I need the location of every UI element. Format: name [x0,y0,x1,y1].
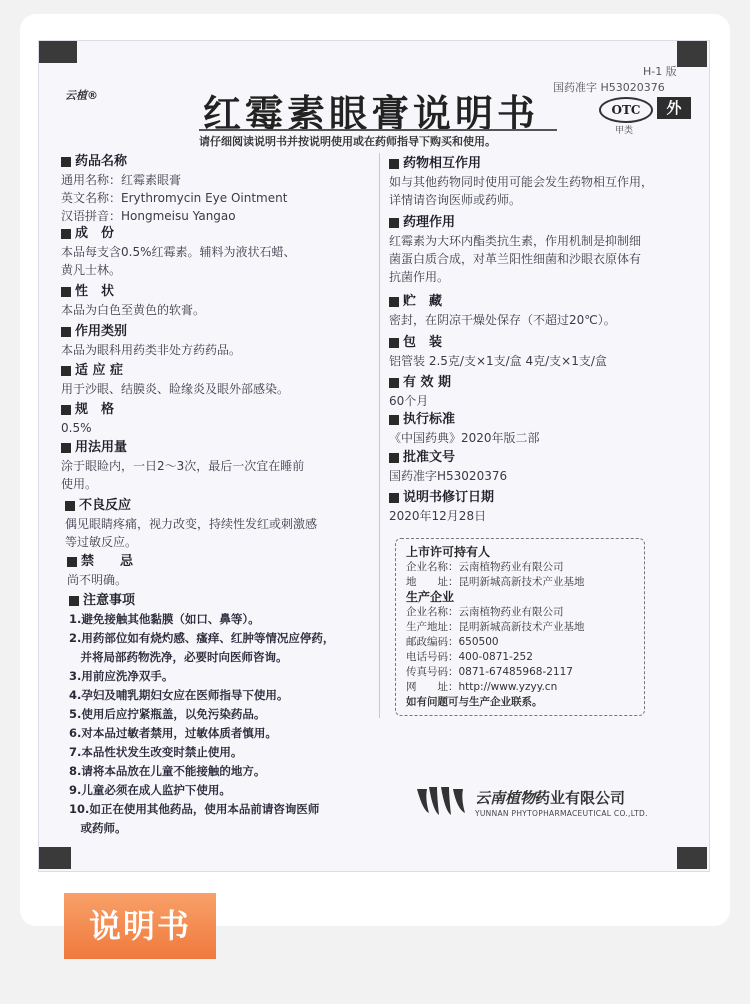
company-suffix-cn: 药业有限公司 [535,789,626,807]
section-heading: 不良反应 [65,497,375,515]
bullet-square-icon [389,338,399,348]
bullet-square-icon [389,453,399,463]
phone: 电话号码：400-0871-252 [406,651,533,663]
section-revision-date [389,489,699,525]
interaction-line: 如与其他药物同时使用可能会发生药物相互作用， [389,175,654,189]
generic-name: 通用名称：红霉素眼膏 [61,173,182,187]
company-logo-icon [415,783,469,819]
validity-text: 60个月 [389,394,429,408]
section-heading: 用法用量 [61,439,371,457]
section-heading: 说明书修订日期 [389,489,699,507]
pharmacology-line: 菌蛋白质合成，对革兰阳性细菌和沙眼衣原体有 [389,252,642,266]
composition-line: 黄凡士林。 [61,263,122,277]
adverse-line: 等过敏反应。 [65,535,138,549]
company-name-en: YUNNAN PHYTOPHARMACEUTICAL CO.,LTD. [475,809,648,818]
bullet-square-icon [389,218,399,228]
company-name-cn [475,787,625,808]
storage-text: 密封，在阴凉干燥处保存（不超过20℃）。 [389,313,616,327]
approval-number-top: 国药准字 H53020376 [553,81,665,94]
otc-class-label: 甲类 [615,126,634,136]
section-heading: 药理作用 [389,214,699,232]
section-heading: 适 应 症 [61,362,371,380]
precaution-item: 3.用前应洗净双手。 [69,669,174,683]
usage-line: 涂于眼睑内，一日2～3次，最后一次宜在睡前 [61,459,305,473]
revision-date-text: 2020年12月28日 [389,509,487,523]
section-heading: 执行标准 [389,411,699,429]
section-heading: 性 状 [61,283,371,301]
registration-mark [677,847,707,869]
bullet-square-icon [61,443,71,453]
bullet-square-icon [67,557,77,567]
contraindication-text: 尚不明确。 [67,573,128,587]
indication-text: 用于沙眼、结膜炎、睑缘炎及眼外部感染。 [61,382,290,396]
bullet-square-icon [389,378,399,388]
section-heading: 贮 藏 [389,293,699,311]
section-indication [61,362,371,398]
section-heading: 禁 忌 [67,553,377,571]
english-name: 英文名称：Erythromycin Eye Ointment [61,191,288,205]
section-standard [389,411,699,447]
character-text: 本品为白色至黄色的软膏。 [61,303,206,317]
section-heading: 成 份 [61,225,371,243]
brand-mark: 云植® [65,89,98,102]
section-interaction [389,155,699,209]
manufacturer-name: 企业名称：云南植物药业有限公司 [406,606,564,618]
instruction-sheet [38,40,710,872]
bullet-square-icon [389,415,399,425]
manufacturer-address: 生产地址：昆明新城高新技术产业基地 [406,621,585,633]
section-pharmacology [389,214,699,286]
bullet-square-icon [389,493,399,503]
instructions-tag: 说明书 [64,893,216,959]
section-adverse [65,497,375,551]
section-category [61,323,371,359]
version-label: H-1 版 [643,65,677,78]
interaction-line: 详情请咨询医师或药师。 [389,193,522,207]
contact-note: 如有问题可与生产企业联系。 [406,696,543,708]
precaution-item: 1.避免接触其他黏膜（如口、鼻等）。 [69,612,260,626]
bullet-square-icon [389,297,399,307]
section-heading: 批准文号 [389,449,699,467]
manufacturer-info-box [395,538,645,716]
precaution-item: 并将局部药物洗净，必要时向医师咨询。 [69,650,288,664]
section-approval [389,449,699,485]
holder-heading: 上市许可持有人 [406,545,491,559]
section-validity [389,374,699,410]
precaution-item: 或药师。 [69,821,127,835]
company-brand-cn: 云南植物 [475,789,536,807]
composition-line: 本品每支含0.5%红霉素。辅料为液状石蜡、 [61,245,296,259]
section-usage [61,439,371,493]
pharmacology-line: 红霉素为大环内酯类抗生素，作用机制是抑制细 [389,234,642,248]
precaution-item: 7.本品性状发生改变时禁止使用。 [69,745,243,759]
holder-address: 地 址：昆明新城高新技术产业基地 [406,576,585,588]
precaution-item: 9.儿童必须在成人监护下使用。 [69,783,231,797]
section-heading: 作用类别 [61,323,371,341]
precaution-item: 6.对本品过敏者禁用，过敏体质者慎用。 [69,726,277,740]
precaution-item: 5.使用后应拧紧瓶盖，以免污染药品。 [69,707,266,721]
manufacturer-heading: 生产企业 [406,590,455,604]
holder-name: 企业名称：云南植物药业有限公司 [406,561,564,573]
bullet-square-icon [61,366,71,376]
bullet-square-icon [69,596,79,606]
section-package [389,334,699,370]
section-character [61,283,371,319]
fax: 传真号码：0871-67485968-2117 [406,666,573,678]
bullet-square-icon [61,405,71,415]
section-heading: 有 效 期 [389,374,699,392]
section-heading: 药品名称 [61,153,371,171]
column-divider [379,153,380,718]
section-heading: 包 装 [389,334,699,352]
spec-text: 0.5% [61,421,92,435]
website: 网 址：http://www.yzyy.cn [406,681,558,693]
otc-badge: OTC [599,97,653,123]
precaution-item: 2.用药部位如有烧灼感、瘙痒、红肿等情况应停药， [69,631,335,645]
external-use-badge: 外 [657,97,691,119]
usage-line: 使用。 [61,477,98,491]
section-drug-name [61,153,371,225]
section-heading: 药物相互作用 [389,155,699,173]
section-heading: 注意事项 [69,591,379,610]
pinyin-name: 汉语拼音：Hongmeisu Yangao [61,209,236,223]
registration-mark [39,41,77,63]
company-logo-block [415,783,685,823]
precaution-item: 8.请将本品放在儿童不能接触的地方。 [69,764,266,778]
precaution-item: 10.如正在使用其他药品，使用本品前请咨询医师 [69,802,320,816]
standard-text: 《中国药典》2020年版二部 [389,431,540,445]
registration-mark [39,847,71,869]
bullet-square-icon [389,159,399,169]
precaution-item: 4.孕妇及哺乳期妇女应在医师指导下使用。 [69,688,289,702]
registration-mark [677,41,707,67]
section-spec [61,401,371,437]
section-composition [61,225,371,279]
page-subtitle: 请仔细阅读说明书并按说明使用或在药师指导下购买和使用。 [199,129,557,149]
page-title: 红霉素眼膏说明书 [203,91,540,136]
approval-text: 国药准字H53020376 [389,469,508,483]
section-storage [389,293,699,329]
bullet-square-icon [61,327,71,337]
bullet-square-icon [61,157,71,167]
bullet-square-icon [61,287,71,297]
section-contraindication [67,553,377,589]
pharmacology-line: 抗菌作用。 [389,270,450,284]
postcode: 邮政编码：650500 [406,636,499,648]
category-text: 本品为眼科用药类非处方药药品。 [61,343,242,357]
bullet-square-icon [65,501,75,511]
bullet-square-icon [61,229,71,239]
section-heading: 规 格 [61,401,371,419]
package-text: 铝管装 2.5克/支×1支/盒 4克/支×1支/盒 [389,354,607,368]
adverse-line: 偶见眼睛疼痛，视力改变，持续性发红或刺激感 [65,517,318,531]
section-precautions [69,591,379,838]
